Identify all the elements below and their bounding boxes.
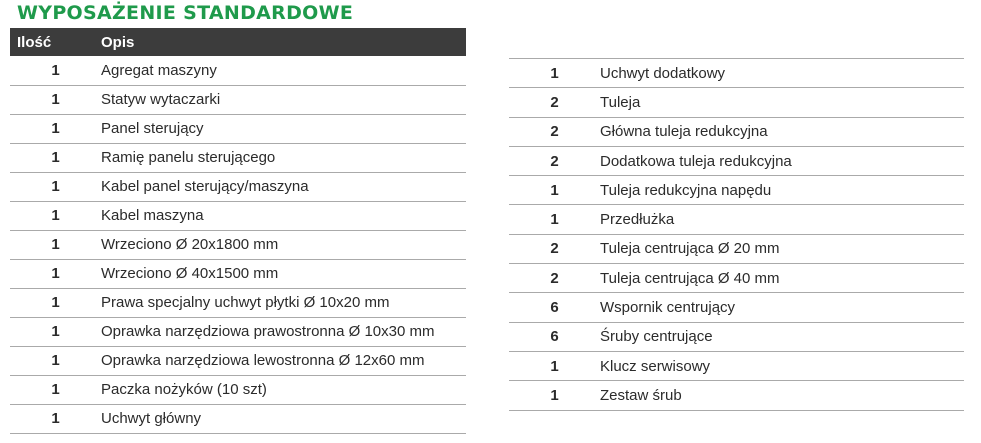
row-desc: Kabel panel sterujący/maszyna — [101, 172, 466, 201]
row-desc: Oprawka narzędziowa prawostronna Ø 10x30 mm — [101, 317, 466, 346]
table-header-row — [10, 28, 466, 56]
section-heading: WYPOSAŻENIE STANDARDOWE — [17, 2, 354, 24]
row-desc: Tuleja redukcyjna napędu — [600, 176, 964, 205]
table-row — [509, 293, 964, 322]
row-qty: 1 — [10, 172, 101, 201]
table-row — [509, 381, 964, 410]
row-qty: 1 — [10, 56, 101, 85]
table-row — [509, 88, 964, 117]
table-row — [10, 288, 466, 317]
row-qty: 1 — [509, 59, 600, 88]
row-qty: 1 — [10, 114, 101, 143]
row-desc: Przedłużka — [600, 205, 964, 234]
row-qty: 2 — [509, 88, 600, 117]
table-row — [509, 322, 964, 351]
row-qty: 1 — [10, 230, 101, 259]
row-desc: Zestaw śrub — [600, 381, 964, 410]
row-qty: 1 — [10, 85, 101, 114]
row-desc: Wrzeciono Ø 20x1800 mm — [101, 230, 466, 259]
table-row — [10, 201, 466, 230]
equipment-table-right — [509, 58, 964, 411]
row-qty: 6 — [509, 322, 600, 351]
table-row — [10, 114, 466, 143]
row-desc: Wrzeciono Ø 40x1500 mm — [101, 259, 466, 288]
row-qty: 1 — [10, 259, 101, 288]
row-desc: Kabel maszyna — [101, 201, 466, 230]
table-row — [10, 404, 466, 433]
row-qty: 1 — [10, 317, 101, 346]
table-row — [509, 234, 964, 263]
table-row — [10, 346, 466, 375]
row-desc: Paczka nożyków (10 szt) — [101, 375, 466, 404]
table-row — [10, 143, 466, 172]
row-qty: 2 — [509, 234, 600, 263]
table-row — [10, 375, 466, 404]
table-row — [10, 317, 466, 346]
row-desc: Prawa specjalny uchwyt płytki Ø 10x20 mm — [101, 288, 466, 317]
table-row — [509, 176, 964, 205]
table-row — [10, 56, 466, 85]
row-qty: 1 — [10, 346, 101, 375]
row-qty: 2 — [509, 264, 600, 293]
row-qty: 1 — [10, 201, 101, 230]
table-row — [10, 172, 466, 201]
row-qty: 1 — [10, 375, 101, 404]
equipment-table-left — [10, 28, 466, 434]
row-qty: 1 — [509, 351, 600, 380]
table-row — [10, 259, 466, 288]
table-row — [10, 85, 466, 114]
table-row — [509, 59, 964, 88]
row-desc: Główna tuleja redukcyjna — [600, 117, 964, 146]
row-qty: 1 — [509, 381, 600, 410]
row-qty: 6 — [509, 293, 600, 322]
header-desc: Opis — [101, 28, 466, 56]
table-row — [509, 264, 964, 293]
row-desc: Tuleja centrująca Ø 40 mm — [600, 264, 964, 293]
row-qty: 2 — [509, 117, 600, 146]
row-qty: 1 — [10, 404, 101, 433]
row-qty: 1 — [509, 176, 600, 205]
table-row — [509, 146, 964, 175]
row-qty: 1 — [509, 205, 600, 234]
row-desc: Tuleja centrująca Ø 20 mm — [600, 234, 964, 263]
row-desc: Panel sterujący — [101, 114, 466, 143]
row-desc: Statyw wytaczarki — [101, 85, 466, 114]
table-row — [509, 117, 964, 146]
row-qty: 1 — [10, 288, 101, 317]
row-desc: Tuleja — [600, 88, 964, 117]
row-desc: Śruby centrujące — [600, 322, 964, 351]
table-row — [509, 205, 964, 234]
row-desc: Uchwyt główny — [101, 404, 466, 433]
row-desc: Uchwyt dodatkowy — [600, 59, 964, 88]
table-row — [10, 230, 466, 259]
row-desc: Klucz serwisowy — [600, 351, 964, 380]
row-desc: Oprawka narzędziowa lewostronna Ø 12x60 mm — [101, 346, 466, 375]
table-row — [509, 351, 964, 380]
row-qty: 1 — [10, 143, 101, 172]
header-qty: Ilość — [10, 28, 101, 56]
row-desc: Agregat maszyny — [101, 56, 466, 85]
row-desc: Dodatkowa tuleja redukcyjna — [600, 146, 964, 175]
row-qty: 2 — [509, 146, 600, 175]
row-desc: Wspornik centrujący — [600, 293, 964, 322]
row-desc: Ramię panelu sterującego — [101, 143, 466, 172]
